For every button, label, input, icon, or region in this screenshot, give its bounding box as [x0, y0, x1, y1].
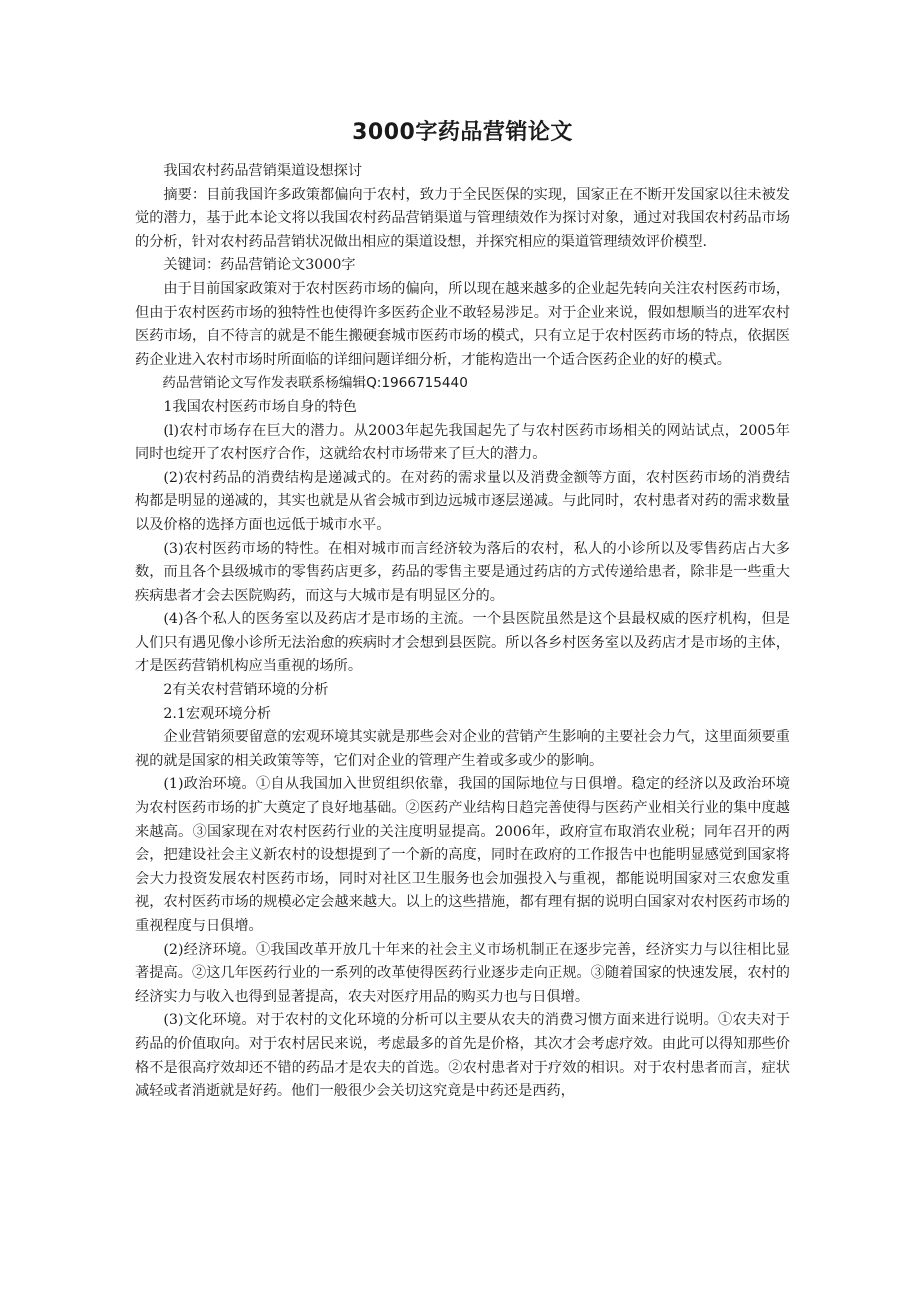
body-paragraph: 由于目前国家政策对于农村医药市场的偏向，所以现在越来越多的企业起先转向关注农村医药市场，但由于农村医药市场的独特性也使得许多医药企业不敢轻易涉足。对于企业来说，假如想顺当的进军农村医药市场，自不待言的就是不能生搬硬套城市医药市场的模式，只有立足于农村医药市场的特点，依据医药企业进入农村市场时所面临的详细问题详细分析，才能构造出一个适合医药企业的好的模式。: [135, 280, 790, 368]
body-paragraph: (1)政治环境。①自从我国加入世贸组织依靠，我国的国际地位与日俱增。稳定的经济以及政治环境为农村医药市场的扩大奠定了良好地基础。②医药产业结构日趋完善使得与医药产业相关行业的集中度越来越高。③国家现在对农村医药行业的关注度明显提高。2006年，政府宣布取消农业税；同年召开的两会，把建设社会主义新农村的设想提到了一个新的高度，同时在政府的工作报告中也能明显感觉到国家将会大力投资发展农村医药市场，同时对社区卫生服务也会加强投入与重视，都能说明国家对三农愈发重视，农村医药市场的规模必定会越来越大。以上的这些措施，都有理有据的说明白国家对农村医药市场的重视程度与日俱增。: [135, 776, 790, 934]
subsection-heading: 2.1宏观环境分析: [163, 705, 272, 722]
paper-subtitle: 我国农村药品营销渠道设想探讨: [163, 163, 363, 179]
body-paragraph: 企业营销须要留意的宏观环境其实就是那些会对企业的营销产生影响的主要社会力气，这里面须要重视的就是国家的相关政策等等，它们对企业的管理产生着或多或少的影响。: [135, 729, 790, 769]
section-heading: 1我国农村医药市场自身的特色: [163, 398, 357, 415]
body-paragraph: (2)农村药品的消费结构是递减式的。在对药的需求量以及消费金额等方面，农村医药市场的消费结构都是明显的递减的，其实也就是从省会城市到边远城市逐层递减。与此同时，农村患者对药的需求数量以及价格的选择方面也远低于城市水平。: [135, 469, 790, 533]
contact-line: 药品营销论文写作发表联系杨编辑Q:1966715440: [162, 375, 468, 392]
body-paragraph: (3)文化环境。对于农村的文化环境的分析可以主要从农夫的消费习惯方面来进行说明。①农夫对于药品的价值取向。对于农村居民来说，考虑最多的首先是价格，其次才会考虑疗效。由此可以得知那些价格不是很高疗效却还不错的药品才是农夫的首选。②农村患者对于疗效的相识。对于农村患者而言，症状减轻或者消逝就是好药。他们一般很少会关切这究竟是中药还是西药，: [135, 1012, 790, 1100]
abstract-paragraph: 摘要：目前我国许多政策都偏向于农村，致力于全民医保的实现，国家正在不断开发国家以往未被发觉的潜力，基于此本论文将以我国农村药品营销渠道与管理绩效作为探讨对象，通过对我国农村药品市场的分析，针对农村药品营销状况做出相应的渠道设想，并探究相应的渠道管理绩效评价模型.: [135, 186, 790, 250]
body-paragraph: (4)各个私人的医务室以及药店才是市场的主流。一个县医院虽然是这个县最权威的医疗机构，但是人们只有遇见像小诊所无法治愈的疾病时才会想到县医院。所以各乡村医务室以及药店才是市场的主体，才是医药营销机构应当重视的场所。: [135, 611, 790, 675]
keywords-line: 关键词：药品营销论文3000字: [163, 257, 356, 274]
body-paragraph: (2)经济环境。①我国改革开放几十年来的社会主义市场机制正在逐步完善，经济实力与以往相比显著提高。②这几年医药行业的一系列的改革使得医药行业逐步走向正规。③随着国家的快速发展，农村的经济实力与收入也得到显著提高，农夫对医疗用品的购买力也与日俱增。: [135, 941, 790, 1005]
section-heading: 2有关农村营销环境的分析: [163, 682, 329, 699]
body-paragraph: (3)农村医药市场的特性。在相对城市而言经济较为落后的农村，私人的小诊所以及零售药店占大多数，而且各个县级城市的零售药店更多，药品的零售主要是通过药店的方式传递给患者，除非是一些重大疾病患者才会去医院购药，而这与大城市是有明显区分的。: [135, 540, 790, 604]
document-title: 3000字药品营销论文: [352, 120, 573, 145]
body-paragraph: (l)农村市场存在巨大的潜力。从2003年起先我国起先了与农村医药市场相关的网站试点，2005年同时也绽开了农村医疗合作，这就给农村市场带来了巨大的潜力。: [135, 422, 790, 463]
document-page: [135, 118, 790, 1104]
